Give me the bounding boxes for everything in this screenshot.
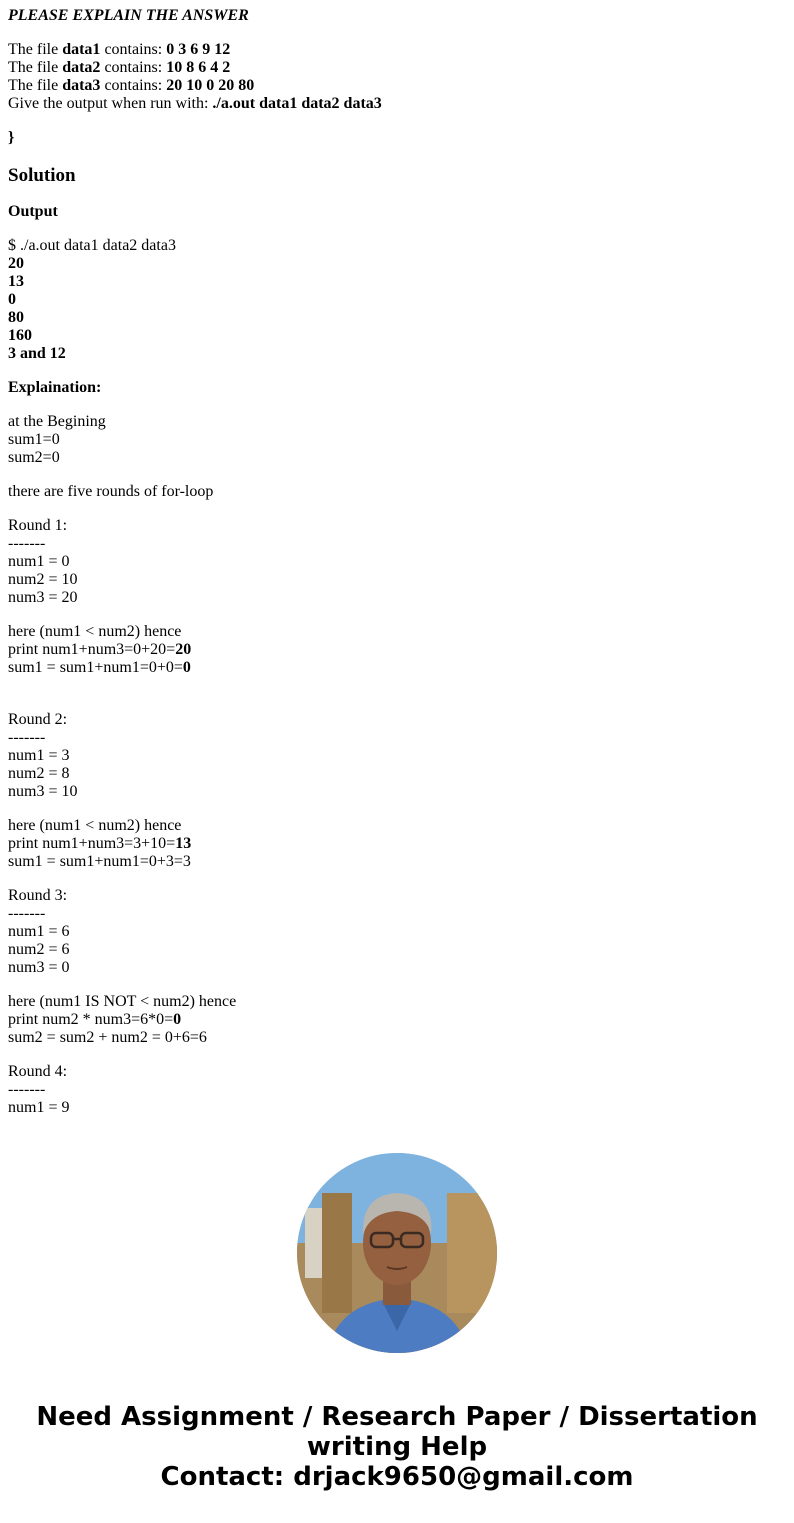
round4-var: num1 = 9 <box>8 1099 70 1116</box>
author-avatar <box>297 1153 497 1353</box>
rounds-note: there are five rounds of for-loop <box>8 483 214 500</box>
question-title: PLEASE EXPLAIN THE ANSWER <box>8 7 249 24</box>
output-line: 20 <box>8 255 24 272</box>
round3-condition: here (num1 IS NOT < num2) hence <box>8 993 237 1010</box>
output-line: 13 <box>8 273 24 290</box>
output-line: 3 and 12 <box>8 345 66 362</box>
solution-heading: Solution <box>8 165 76 186</box>
file3-line: The file data3 contains: 20 10 0 20 80 <box>8 77 255 94</box>
round1-var: num1 = 0 <box>8 553 70 570</box>
footer-line: Need Assignment / Research Paper / Dissertation <box>36 1402 758 1432</box>
output-line: 0 <box>8 291 16 308</box>
round2-var: num2 = 8 <box>8 765 70 782</box>
round1-separator: ------- <box>8 535 46 552</box>
round3-separator: ------- <box>8 905 46 922</box>
round2-condition: here (num1 < num2) hence <box>8 817 182 834</box>
explanation-heading: Explaination: <box>8 379 102 396</box>
round2-var: num3 = 10 <box>8 783 78 800</box>
round1-var: num3 = 20 <box>8 589 78 606</box>
file2-line: The file data2 contains: 10 8 6 4 2 <box>8 59 231 76</box>
document-body <box>8 7 786 1117</box>
output-line: 160 <box>8 327 32 344</box>
round2-var: num1 = 3 <box>8 747 70 764</box>
round4-separator: ------- <box>8 1081 46 1098</box>
round1-sum: sum1 = sum1+num1=0+0=0 <box>8 659 191 676</box>
round2-print: print num1+num3=3+10=13 <box>8 835 192 852</box>
round3-var: num3 = 0 <box>8 959 70 976</box>
command-line: $ ./a.out data1 data2 data3 <box>8 237 176 254</box>
person-photo-icon <box>297 1153 497 1353</box>
footer-line: writing Help <box>306 1432 488 1462</box>
run-line: Give the output when run with: ./a.out data1 data2 data3 <box>8 95 382 112</box>
intro-line: sum2=0 <box>8 449 60 466</box>
avatar <box>297 1153 497 1353</box>
output-line: 80 <box>8 309 24 326</box>
file1-line: The file data1 contains: 0 3 6 9 12 <box>8 41 231 58</box>
round3-var: num2 = 6 <box>8 941 70 958</box>
round3-sum: sum2 = sum2 + num2 = 0+6=6 <box>8 1029 207 1046</box>
footer-contact-email: Contact: drjack9650@gmail.com <box>160 1462 634 1492</box>
round2-header: Round 2: <box>8 711 68 728</box>
closing-brace: } <box>8 129 15 146</box>
round1-header: Round 1: <box>8 517 68 534</box>
round1-var: num2 = 10 <box>8 571 78 588</box>
round3-var: num1 = 6 <box>8 923 70 940</box>
round2-sum: sum1 = sum1+num1=0+3=3 <box>8 853 191 870</box>
output-heading: Output <box>8 203 58 220</box>
footer-contact <box>0 1402 794 1492</box>
intro-line: at the Begining <box>8 413 106 430</box>
round3-header: Round 3: <box>8 887 68 904</box>
round3-print: print num2 * num3=6*0=0 <box>8 1011 182 1028</box>
round1-condition: here (num1 < num2) hence <box>8 623 182 640</box>
intro-line: sum1=0 <box>8 431 60 448</box>
round2-separator: ------- <box>8 729 46 746</box>
round4-header: Round 4: <box>8 1063 68 1080</box>
round1-print: print num1+num3=0+20=20 <box>8 641 192 658</box>
